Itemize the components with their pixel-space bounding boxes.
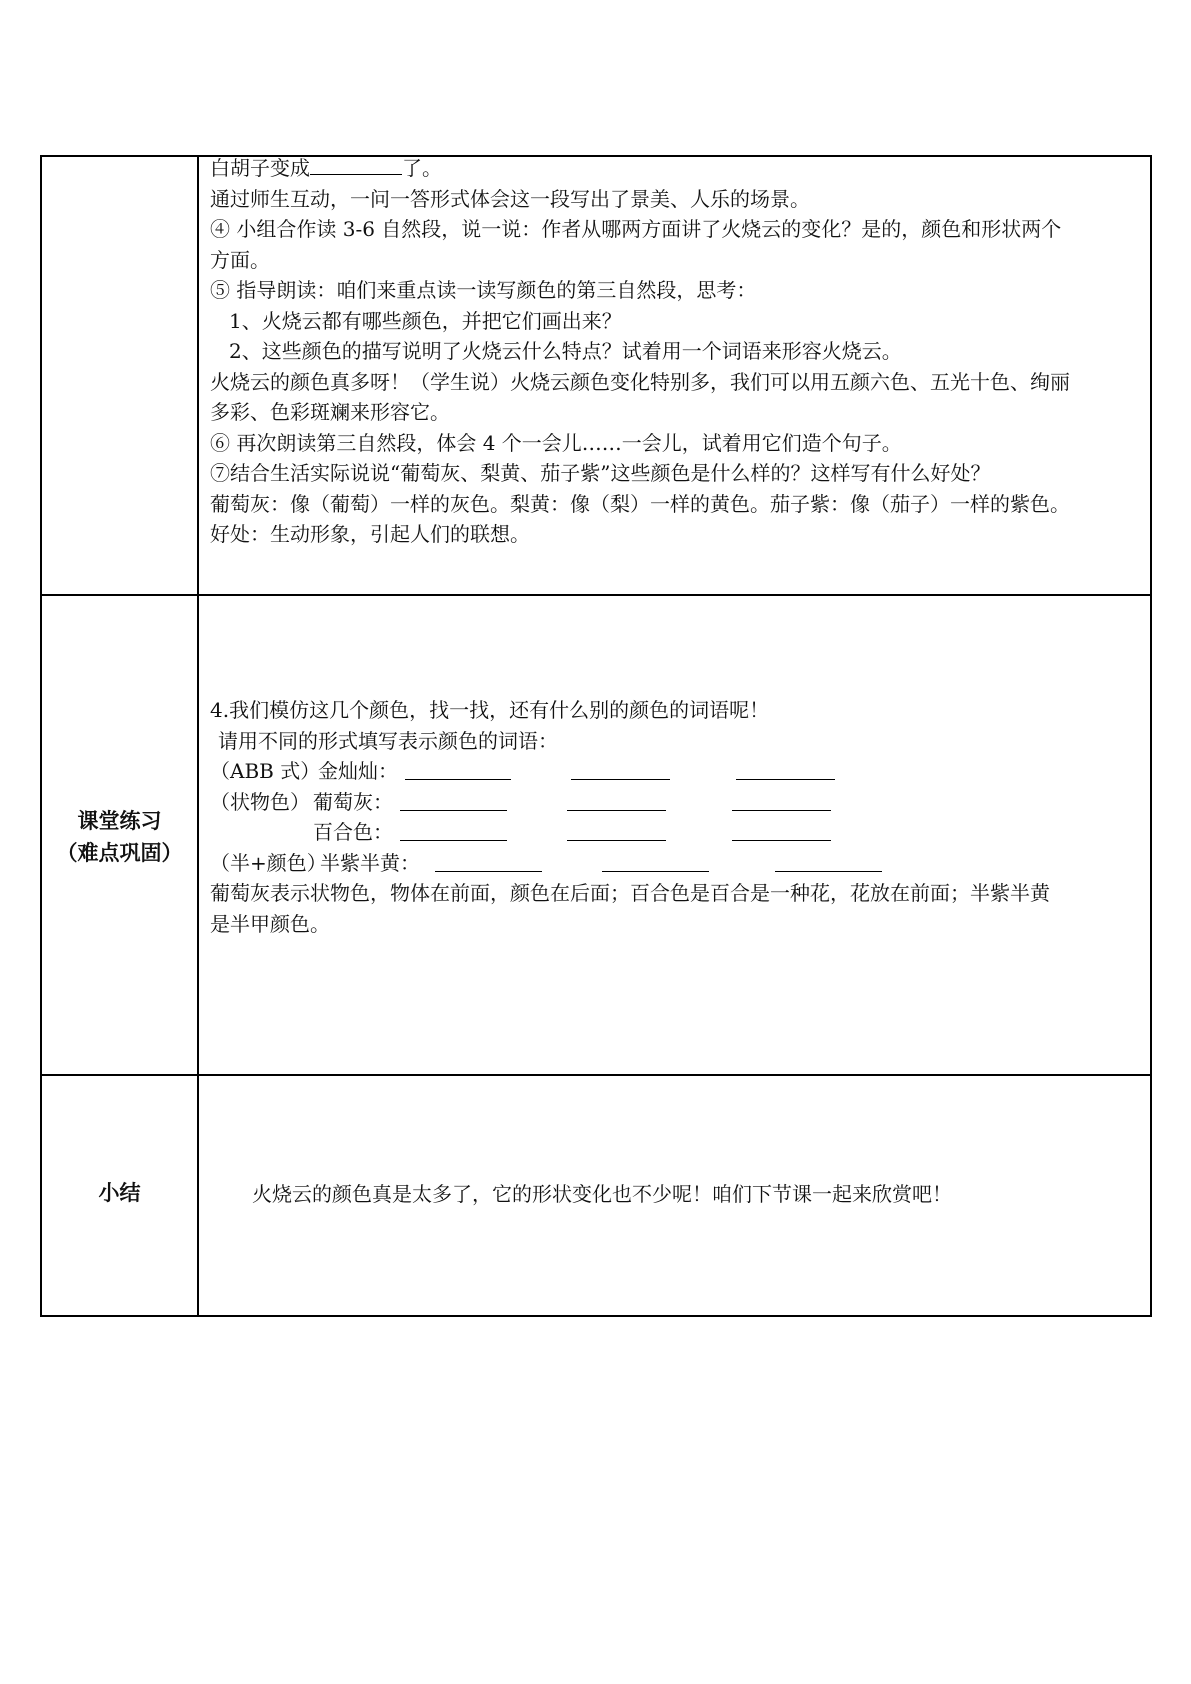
fill-row-lily-color <box>210 817 1050 848</box>
column-divider <box>197 157 199 1315</box>
answer-blank[interactable] <box>732 787 831 811</box>
row-word: 百合色： <box>313 820 393 844</box>
text-line: ⑦结合生活实际说说“葡萄灰、梨黄、茄子紫”这些颜色是什么样的？这样写有什么好处？ <box>210 461 991 485</box>
summary-line: 火烧云的颜色真是太多了，它的形状变化也不少呢！咱们下节课一起来欣赏吧！ <box>252 1182 952 1206</box>
summary-label: 小结 <box>98 1181 141 1205</box>
row-prefix: （状物色） <box>210 789 310 814</box>
practice-explain-line2: 是半甲颜色。 <box>210 911 330 936</box>
text-line: 火烧云的颜色真多呀！（学生说）火烧云颜色变化特别多，我们可以用五颜六色、五光十色、绚丽 <box>210 369 1070 394</box>
teaching-steps-text <box>210 153 1070 550</box>
text-line: 葡萄灰：像（葡萄）一样的灰色。梨黄：像（梨）一样的黄色。茄子紫：像（茄子）一样的紫色。 <box>210 491 1070 516</box>
text-line: 通过师生互动，一问一答形式体会这一段写出了景美、人乐的场景。 <box>210 186 810 211</box>
row-prefix: （半+颜色） <box>210 850 327 875</box>
text-line: 多彩、色彩斑斓来形容它。 <box>210 400 450 424</box>
row-divider-1 <box>42 594 1150 596</box>
answer-blank[interactable] <box>571 756 670 780</box>
summary-text <box>252 1179 952 1210</box>
text-line: ⑤ 指导朗读：咱们来重点读一读写颜色的第三自然段，思考： <box>210 278 757 302</box>
answer-blank[interactable] <box>400 787 507 811</box>
answer-blank[interactable] <box>405 756 511 780</box>
fill-blank <box>310 156 402 175</box>
practice-label-line2: （难点巩固） <box>56 841 183 865</box>
row-word: 葡萄灰： <box>313 789 393 814</box>
row-word: 金灿灿： <box>318 759 398 783</box>
text-line: 1、火烧云都有哪些颜色，并把它们画出来？ <box>229 308 622 333</box>
text-line: ④ 小组合作读 3-6 自然段，说一说：作者从哪两方面讲了火烧云的变化？是的，颜色和形状两个 <box>210 217 1062 241</box>
row-word: 半紫半黄： <box>320 850 420 875</box>
answer-blank[interactable] <box>736 756 835 780</box>
practice-label <box>42 805 197 869</box>
text-line: ⑥ 再次朗读第三自然段，体会 4 个一会儿……一会儿，试着用它们造个句子。 <box>210 430 902 455</box>
lesson-table <box>40 155 1152 1317</box>
text-line: 2、这些颜色的描写说明了火烧云什么特点？试着用一个词语来形容火烧云。 <box>229 339 902 363</box>
row-prefix: （ABB 式） <box>210 759 321 783</box>
answer-blank[interactable] <box>775 848 882 872</box>
text-line: 白胡子变成 了。 <box>210 156 442 180</box>
practice-instruction: 请用不同的形式填写表示颜色的词语： <box>218 728 558 753</box>
answer-blank[interactable] <box>567 817 666 841</box>
answer-blank[interactable] <box>567 787 666 811</box>
fill-row-object-color <box>210 787 1050 818</box>
answer-blank[interactable] <box>400 817 507 841</box>
practice-intro: 4.我们模仿这几个颜色，找一找，还有什么别的颜色的词语呢！ <box>210 698 770 722</box>
fill-row-half-color <box>210 848 1050 879</box>
text-line: 好处：生动形象，引起人们的联想。 <box>210 522 530 546</box>
answer-blank[interactable] <box>435 848 542 872</box>
practice-explain-line1: 葡萄灰表示状物色，物体在前面，颜色在后面；百合色是百合是一种花，花放在前面；半紫半黄 <box>210 881 1050 905</box>
fill-row-abb <box>210 756 1050 787</box>
answer-blank[interactable] <box>732 817 831 841</box>
practice-content <box>210 695 1050 939</box>
text-line: 方面。 <box>210 247 270 272</box>
row-divider-2 <box>42 1074 1150 1076</box>
answer-blank[interactable] <box>602 848 709 872</box>
practice-label-line1: 课堂练习 <box>77 809 162 833</box>
